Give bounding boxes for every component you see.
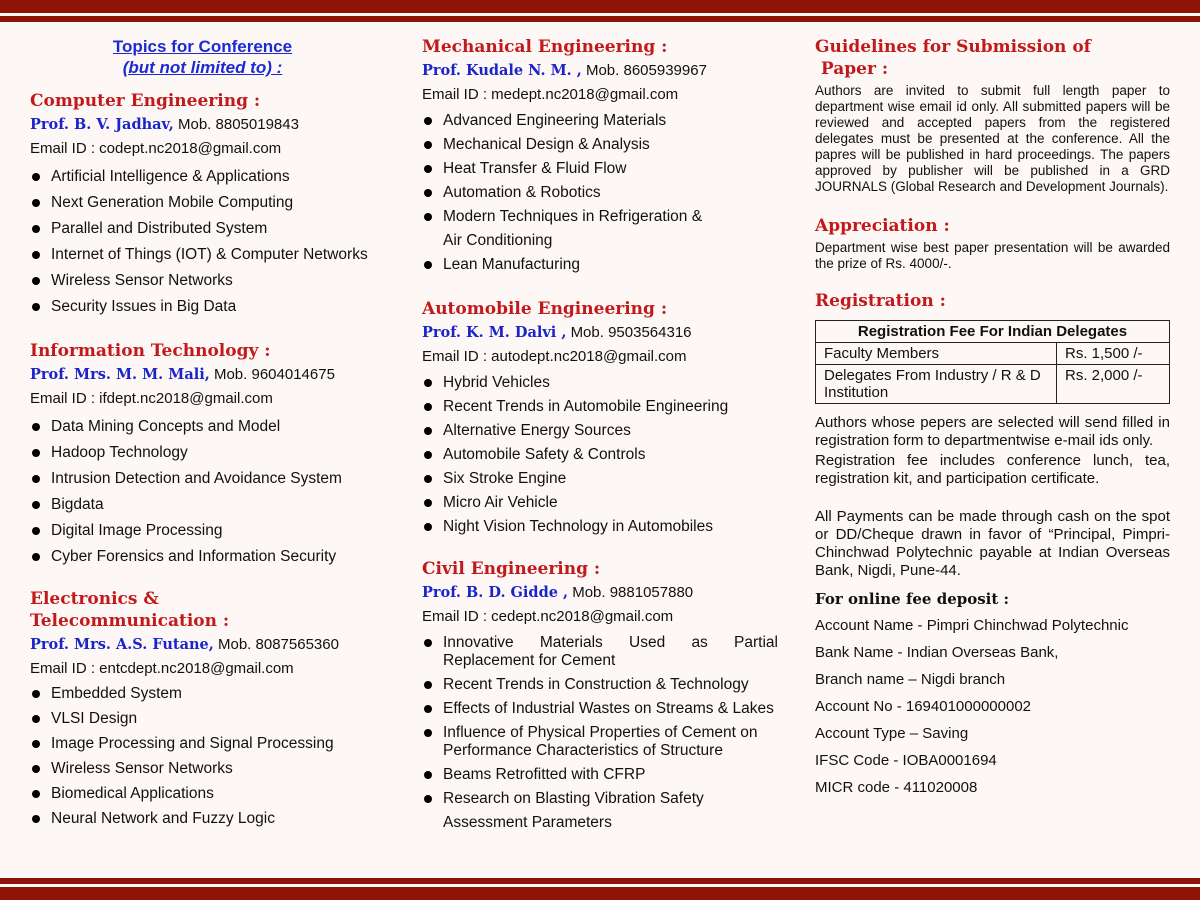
computer-email: Email ID : codept.nc2018@gmail.com: [30, 140, 282, 157]
fee-label: Delegates From Industry / R & D Institution: [816, 365, 1057, 404]
mobile-number: Mob. 8605939967: [585, 62, 707, 79]
list-item: [422, 208, 778, 250]
list-item: Wireless Sensor Networks: [30, 760, 375, 778]
list-item: Beams Retrofitted with CFRP: [422, 766, 778, 784]
topics-title: [30, 36, 375, 78]
fee-label: Faculty Members: [816, 343, 1057, 365]
bottom-border-band: [0, 878, 1200, 900]
fee-amount: Rs. 1,500 /-: [1057, 343, 1170, 365]
auto-email: Email ID : autodept.nc2018@gmail.com: [422, 348, 687, 365]
list-item: Biomedical Applications: [30, 785, 375, 803]
branch-name: Branch name – Nigdi branch: [815, 671, 1006, 688]
list-item: Effects of Industrial Wastes on Streams & Lakes: [422, 700, 778, 718]
list-item: [422, 790, 778, 832]
list-item: Neural Network and Fuzzy Logic: [30, 810, 375, 828]
entc-heading-line1: Electronics &: [30, 589, 159, 609]
computer-coordinator: [30, 114, 375, 136]
micr-code: MICR code - 411020008: [815, 779, 978, 796]
list-item: Intrusion Detection and Avoidance System: [30, 470, 375, 488]
registration-text3: All Payments can be made through cash on the spot or DD/Cheque drawn in favor of “Principal, Pimpri-Chinchwad Polytechnic payable at Indian Overseas Bank, Nigdi, Pune-44.: [815, 508, 1170, 579]
table-row: [816, 365, 1170, 404]
auto-topics: [422, 374, 778, 536]
mobile-number: Mob. 9604014675: [213, 366, 335, 383]
registration-text1: Authors whose pepers are selected will send filled in registration form to departmentwise e-mail ids only.: [815, 414, 1170, 449]
list-item: Cyber Forensics and Information Security: [30, 548, 375, 566]
list-item: Parallel and Distributed System: [30, 220, 375, 238]
auto-coordinator: [422, 322, 778, 344]
mobile-number: Mob. 9881057880: [572, 584, 694, 601]
it-topics: [30, 418, 375, 566]
list-item: Six Stroke Engine: [422, 470, 778, 488]
prof-name: Prof. B. V. Jadhav,: [30, 116, 174, 133]
bank-name: Bank Name - Indian Overseas Bank,: [815, 644, 1059, 661]
mobile-number: Mob. 9503564316: [570, 324, 692, 341]
list-item: Hadoop Technology: [30, 444, 375, 462]
registration-heading: Registration :: [815, 291, 946, 311]
entc-email: Email ID : entcdept.nc2018@gmail.com: [30, 660, 294, 677]
list-item: Night Vision Technology in Automobiles: [422, 518, 778, 536]
list-item: Influence of Physical Properties of Cement on Performance Characteristics of Structure: [422, 724, 778, 760]
fee-amount: Rs. 2,000 /-: [1057, 365, 1170, 404]
list-item: Mechanical Design & Analysis: [422, 136, 778, 154]
entc-coordinator: [30, 634, 375, 656]
section-guidelines: [815, 36, 1170, 195]
list-item-continuation: Assessment Parameters: [443, 814, 612, 831]
guidelines-heading-line2: Paper :: [820, 59, 889, 79]
list-item: Automation & Robotics: [422, 184, 778, 202]
civil-email: Email ID : cedept.nc2018@gmail.com: [422, 608, 674, 625]
list-item: Digital Image Processing: [30, 522, 375, 540]
mobile-number: Mob. 8805019843: [178, 116, 299, 133]
section-it: [30, 340, 375, 566]
list-item: Embedded System: [30, 685, 375, 703]
section-mech: [422, 36, 778, 274]
ifsc-code: IFSC Code - IOBA0001694: [815, 752, 997, 769]
civil-heading: Civil Engineering :: [422, 559, 601, 579]
registration-fee-table: [815, 320, 1170, 404]
guidelines-text: Authors are invited to submit full length paper to department wise email id only. All submitted papers will be reviewed and accepted papers from the registered delegates must be presented at the conference. All the papres will be published in hard proceedings. The papers approved by publisher will be published in a GRD JOURNALS (Global Research and Development Journals).: [815, 83, 1170, 194]
list-item: Innovative Materials Used as Partial Replacement for Cement: [422, 634, 778, 670]
auto-heading: Automobile Engineering :: [422, 299, 668, 319]
section-computer: [30, 90, 375, 316]
guidelines-heading-line1: Guidelines for Submission of: [815, 37, 1091, 57]
section-appreciation: [815, 215, 1170, 272]
mech-email: Email ID : medept.nc2018@gmail.com: [422, 86, 679, 103]
section-entc: [30, 588, 375, 828]
list-item: Hybrid Vehicles: [422, 374, 778, 392]
section-registration: [815, 290, 1170, 580]
entc-topics: [30, 685, 375, 828]
list-item-text: Modern Techniques in Refrigeration &: [443, 208, 703, 225]
top-border-band: [0, 0, 1200, 22]
list-item: Next Generation Mobile Computing: [30, 194, 375, 212]
civil-topics: [422, 634, 778, 832]
it-email: Email ID : ifdept.nc2018@gmail.com: [30, 390, 273, 407]
appreciation-text: Department wise best paper presentation will be awarded the prize of Rs. 4000/-.: [815, 240, 1170, 271]
civil-coordinator: [422, 582, 778, 604]
list-item: Internet of Things (IOT) & Computer Networks: [30, 246, 375, 264]
list-item-continuation: Air Conditioning: [443, 232, 553, 249]
prof-name: Prof. K. M. Dalvi ,: [422, 324, 567, 341]
list-item-text: Research on Blasting Vibration Safety: [443, 790, 704, 807]
list-item: Image Processing and Signal Processing: [30, 735, 375, 753]
prof-name: Prof. Mrs. M. M. Mali,: [30, 366, 210, 383]
mech-topics: [422, 112, 778, 274]
list-item: Data Mining Concepts and Model: [30, 418, 375, 436]
prof-name: Prof. Mrs. A.S. Futane,: [30, 636, 214, 653]
computer-topics: [30, 168, 375, 316]
guidelines-heading: [815, 36, 1170, 80]
list-item: VLSI Design: [30, 710, 375, 728]
prof-name: Prof. Kudale N. M. ,: [422, 62, 582, 79]
section-online-fee: [815, 590, 1170, 797]
computer-heading: Computer Engineering :: [30, 91, 261, 111]
list-item: Security Issues in Big Data: [30, 298, 375, 316]
list-item: Lean Manufacturing: [422, 256, 778, 274]
section-civil: [422, 558, 778, 832]
registration-text2: Registration fee includes conference lunch, tea, registration kit, and participation certificate.: [815, 452, 1170, 487]
mech-heading: Mechanical Engineering :: [422, 37, 668, 57]
list-item: Wireless Sensor Networks: [30, 272, 375, 290]
section-auto: [422, 298, 778, 536]
it-heading: Information Technology :: [30, 341, 271, 361]
account-number: Account No - 169401000000002: [815, 698, 1032, 715]
fee-table-title: Registration Fee For Indian Delegates: [816, 321, 1170, 343]
table-row: [816, 343, 1170, 365]
online-fee-heading: For online fee deposit :: [815, 590, 1010, 608]
list-item: Advanced Engineering Materials: [422, 112, 778, 130]
list-item: Recent Trends in Construction & Technology: [422, 676, 778, 694]
list-item: Alternative Energy Sources: [422, 422, 778, 440]
list-item: Bigdata: [30, 496, 375, 514]
column-middle: [422, 36, 778, 832]
topics-line2: (but not limited to) :: [122, 58, 283, 77]
topics-line1: Topics for Conference: [112, 37, 293, 56]
account-name: Account Name - Pimpri Chinchwad Polytechnic: [815, 617, 1129, 634]
mobile-number: Mob. 8087565360: [218, 636, 339, 653]
column-left: [30, 36, 375, 828]
list-item: Heat Transfer & Fluid Flow: [422, 160, 778, 178]
list-item: Recent Trends in Automobile Engineering: [422, 398, 778, 416]
list-item: Artificial Intelligence & Applications: [30, 168, 375, 186]
it-coordinator: [30, 364, 375, 386]
account-type: Account Type – Saving: [815, 725, 969, 742]
column-right: [815, 36, 1170, 797]
list-item: Micro Air Vehicle: [422, 494, 778, 512]
mech-coordinator: [422, 60, 778, 82]
list-item: Automobile Safety & Controls: [422, 446, 778, 464]
entc-heading-line2: Telecommunication :: [30, 611, 230, 631]
prof-name: Prof. B. D. Gidde ,: [422, 584, 569, 601]
entc-heading: [30, 588, 375, 632]
appreciation-heading: Appreciation :: [815, 216, 950, 236]
